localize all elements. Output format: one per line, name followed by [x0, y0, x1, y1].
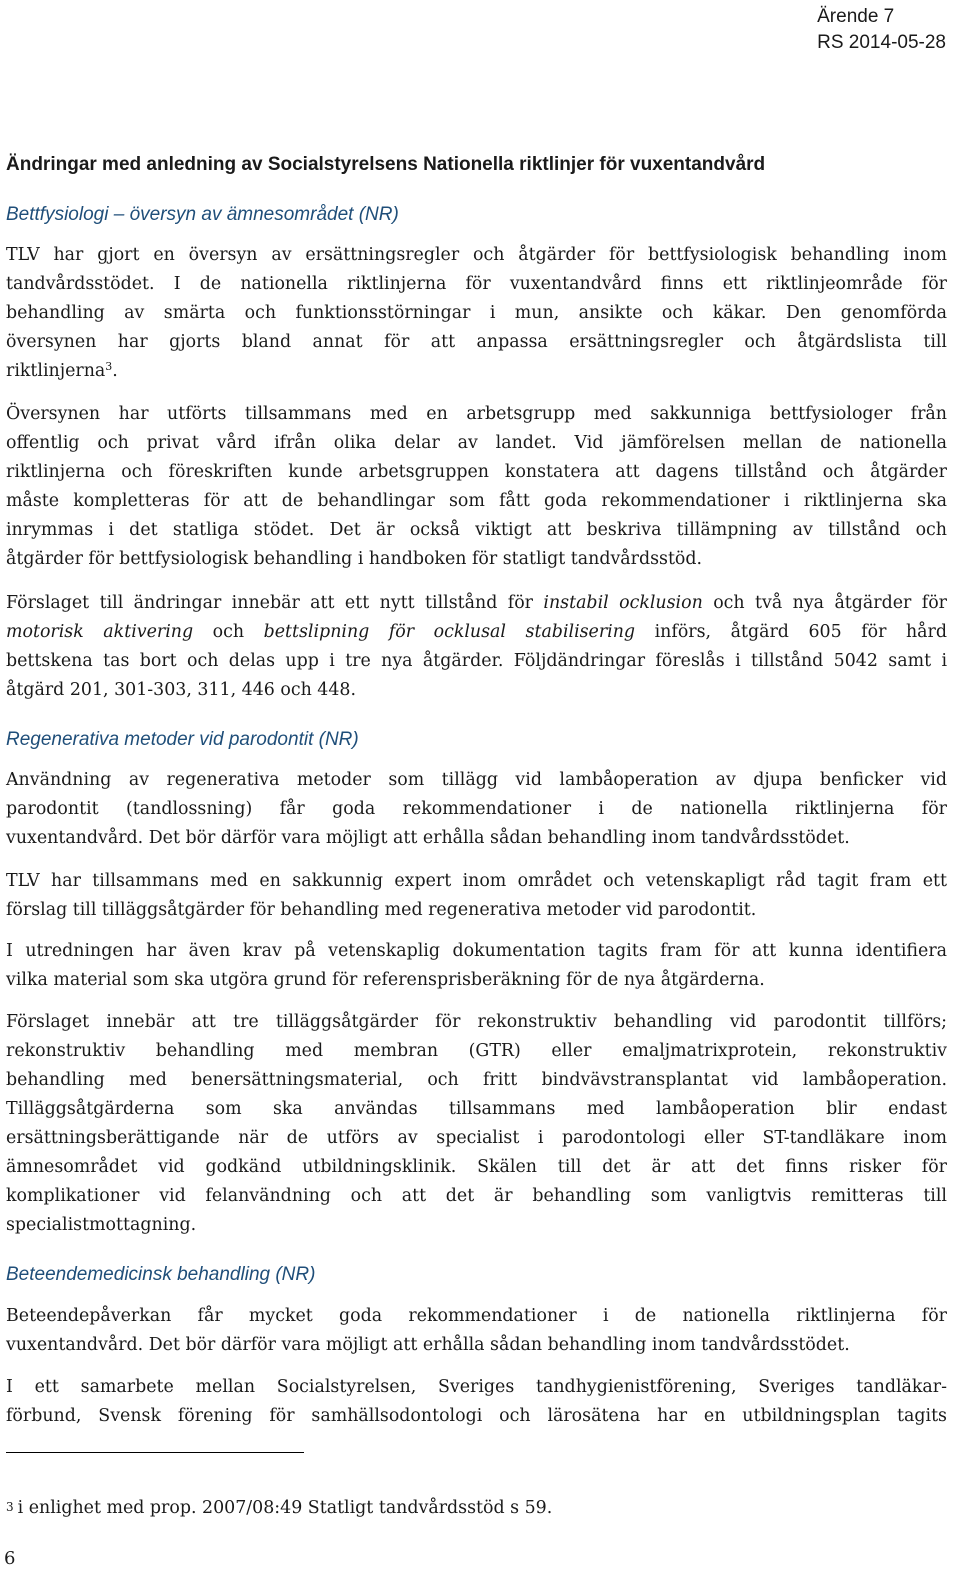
text-fragment: riktlinjerna — [6, 361, 106, 381]
text-line: Beteendepåverkan får mycket goda rekommendationer i de nationella riktlinjerna för — [6, 1306, 947, 1326]
text-line: översynen har gjorts bland annat för att anpassa ersättningsregler och åtgärdslista till — [6, 332, 947, 352]
emphasis: bettslipning för ocklusal stabilisering — [263, 622, 636, 642]
section-heading-bettfysiologi: Bettfysiologi – översyn av ämnesområdet (NR) — [6, 204, 399, 225]
text-fragment: och två nya åtgärder för — [702, 593, 947, 613]
text-line: behandling av smärta och funktionsstörningar i mun, ansikte och käkar. Den genomförda — [6, 303, 947, 323]
footnote-separator — [6, 1452, 304, 1453]
text-line: inrymmas i det statliga stödet. Det är också viktigt att beskriva tillämpning av tillstånd och — [6, 520, 947, 540]
text-line: offentlig och privat vård ifrån olika delar av landet. Vid jämförelsen mellan de nationella — [6, 433, 947, 453]
text-line: förslag till tilläggsåtgärder för behandling med regenerativa metoder vid parodontit. — [6, 900, 757, 920]
text-line: ersättningsberättigande när de utförs av specialist i parodontologi eller ST-tandläkare inom — [6, 1128, 947, 1148]
paragraph — [6, 1008, 947, 1240]
text-line: vuxentandvård. Det bör därför vara möjligt att erhålla sådan behandling inom tandvårdsstödet. — [6, 828, 850, 848]
paragraph — [6, 400, 947, 574]
text-line: Tilläggsåtgärderna som ska användas tillsammans med lambåoperation blir endast — [6, 1099, 947, 1119]
page-number: 6 — [4, 1548, 16, 1569]
text-line: rekonstruktiv behandling med membran (GTR) eller emaljmatrixprotein, rekonstruktiv — [6, 1041, 947, 1061]
footnote — [6, 1494, 552, 1521]
text-line: Förslaget innebär att tre tilläggsåtgärder för rekonstruktiv behandling vid parodontit tillförs; — [6, 1012, 947, 1032]
text-line: tandvårdsstödet. I de nationella riktlinjerna för vuxentandvård finns ett riktlinjeområde för — [6, 274, 947, 294]
text-line: vilka material som ska utgöra grund för referensprisberäkning för de nya åtgärderna. — [6, 970, 765, 990]
emphasis: instabil ocklusion — [543, 593, 703, 613]
footnote-text: i enlighet med prop. 2007/08:49 Statligt tandvårdsstöd s 59. — [17, 1498, 553, 1518]
text-line: behandling med benersättningsmaterial, och fritt bindvävstransplantat vid lambåoperation. — [6, 1070, 947, 1090]
page-title: Ändringar med anledning av Socialstyrelsens Nationella riktlinjer för vuxentandvård — [6, 154, 766, 175]
text-line — [6, 357, 947, 386]
text-line — [6, 589, 947, 618]
text-fragment: införs, åtgärd 605 för hård — [635, 622, 947, 642]
text-line — [6, 618, 947, 647]
text-fragment: och — [193, 622, 264, 642]
footnote-reference: 3 — [105, 360, 113, 373]
text-line: åtgärd 201, 301-303, 311, 446 och 448. — [6, 680, 357, 700]
section-heading-beteendemedicinsk: Beteendemedicinsk behandling (NR) — [6, 1264, 316, 1285]
text-line: I ett samarbete mellan Socialstyrelsen, Sveriges tandhygienistförening, Sveriges tandläkar- — [6, 1377, 947, 1397]
case-label: Ärende 7 — [817, 6, 895, 27]
text-line: riktlinjerna och föreskriften kunde arbetsgruppen konstatera att dagens tillstånd och åtgärder — [6, 462, 947, 482]
text-fragment: . — [112, 361, 118, 381]
text-line: I utredningen har även krav på vetenskaplig dokumentation tagits fram för att kunna identifiera — [6, 941, 947, 961]
footnote-mark: 3 — [6, 1500, 14, 1514]
text-line: specialistmottagning. — [6, 1215, 197, 1235]
paragraph — [6, 589, 947, 705]
text-line: bettskena tas bort och delas upp i tre nya åtgärder. Följdändringar föreslås i tillstånd 5042 samt i — [6, 651, 947, 671]
emphasis: motorisk aktivering — [6, 622, 194, 642]
text-line: förbund, Svensk förening för samhällsodontologi och lärosätena har en utbildningsplan tagits — [6, 1406, 947, 1426]
paragraph — [6, 241, 947, 386]
paragraph — [6, 1373, 947, 1431]
paragraph — [6, 867, 947, 925]
text-line: ämnesområdet vid godkänd utbildningsklinik. Skälen till det är att det finns risker för — [6, 1157, 947, 1177]
text-line: TLV har gjort en översyn av ersättningsregler och åtgärder för bettfysiologisk behandling inom — [6, 245, 947, 265]
reference-date: RS 2014-05-28 — [817, 32, 946, 53]
text-fragment: Förslaget till ändringar innebär att ett nytt tillstånd för — [6, 593, 544, 613]
paragraph — [6, 766, 947, 853]
text-line: Översynen har utförts tillsammans med en arbetsgrupp med sakkunniga bettfysiologer från — [6, 404, 947, 424]
text-line: parodontit (tandlossning) får goda rekommendationer i de nationella riktlinjerna för — [6, 799, 947, 819]
text-line: komplikationer vid felanvändning och att det är behandling som vanligtvis remitteras till — [6, 1186, 947, 1206]
document-reference — [817, 4, 946, 56]
text-line: Användning av regenerativa metoder som tillägg vid lambåoperation av djupa benficker vid — [6, 770, 947, 790]
text-line: TLV har tillsammans med en sakkunnig expert inom området och vetenskapligt råd tagit fram ett — [6, 871, 947, 891]
section-heading-regenerativa: Regenerativa metoder vid parodontit (NR) — [6, 729, 359, 750]
paragraph — [6, 937, 947, 995]
text-line: vuxentandvård. Det bör därför vara möjligt att erhålla sådan behandling inom tandvårdsstödet. — [6, 1335, 850, 1355]
text-line: åtgärder för bettfysiologisk behandling i handboken för statligt tandvårdsstöd. — [6, 549, 703, 569]
text-line: måste kompletteras för att de behandlingar som fått goda rekommendationer i riktlinjerna ska — [6, 491, 947, 511]
paragraph — [6, 1302, 947, 1360]
